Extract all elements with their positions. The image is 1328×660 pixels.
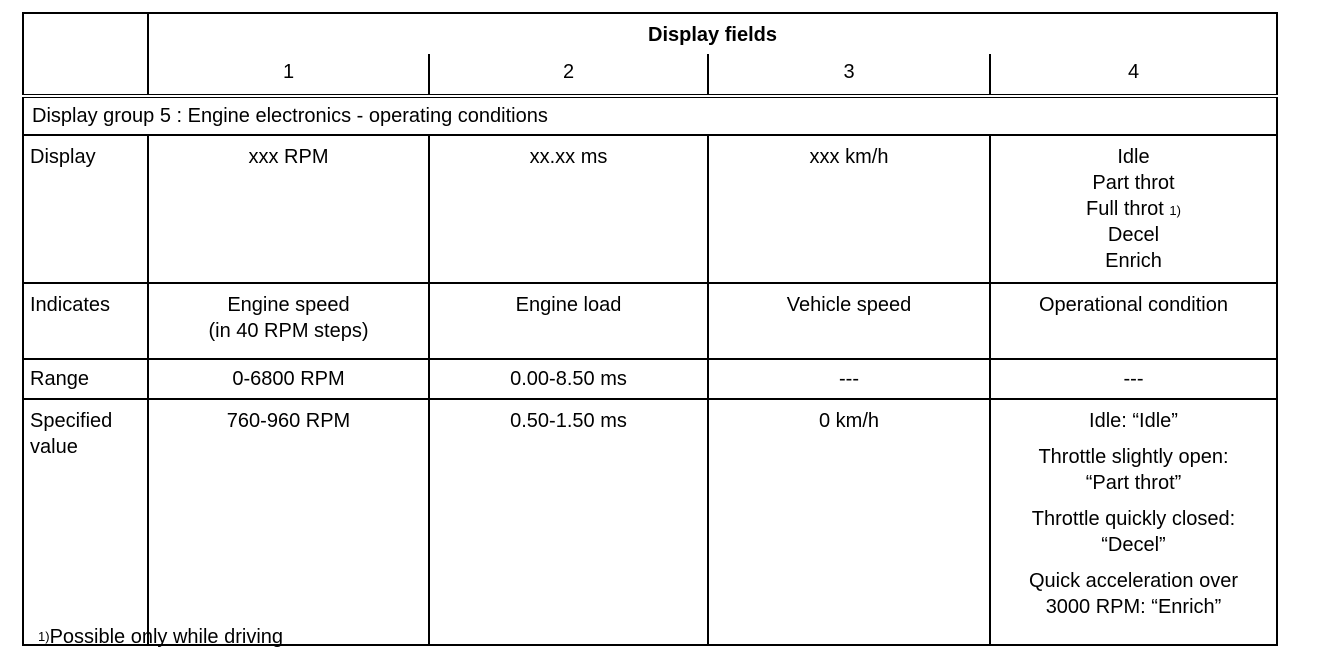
- field-number-3: 3: [708, 54, 990, 96]
- row-label-range: Range: [23, 359, 148, 399]
- range-field-3: ---: [708, 359, 990, 399]
- specified-field-3: 0 km/h: [708, 399, 990, 645]
- group-title: Display group 5 : Engine electronics - operating conditions: [23, 96, 1277, 135]
- row-indicates: [23, 283, 1277, 359]
- indicates-field-4: Operational condition: [990, 283, 1277, 359]
- row-label-indicates: Indicates: [23, 283, 148, 359]
- footnote-mark: 1): [38, 629, 50, 644]
- header-corner-cell: [23, 13, 148, 96]
- indicates-field-1: [148, 283, 429, 359]
- condition-line: Idle: “Idle”: [1089, 410, 1178, 432]
- display-option: Part throt: [1092, 172, 1175, 194]
- specified-field-4: [990, 399, 1277, 645]
- display-option: [997, 196, 1270, 222]
- display-option: Idle: [1117, 146, 1150, 168]
- condition-item: [997, 506, 1270, 558]
- condition-line: “Part throt”: [1085, 472, 1182, 494]
- label-line: value: [30, 436, 78, 458]
- footnote-reference: 1): [1169, 203, 1181, 218]
- display-field-4: [990, 135, 1277, 283]
- row-label-specified-value: [23, 399, 148, 645]
- header-title-row: [23, 13, 1277, 54]
- display-fields-heading: Display fields: [148, 13, 1277, 54]
- field-number-4: 4: [990, 54, 1277, 96]
- group-title-row: [23, 96, 1277, 135]
- condition-line: Quick acceleration over: [1029, 570, 1238, 592]
- display-field-1: xxx RPM: [148, 135, 429, 283]
- row-specified-value: [23, 399, 1277, 645]
- row-range: [23, 359, 1277, 399]
- indicates-line: (in 40 RPM steps): [208, 320, 369, 342]
- condition-item: [997, 444, 1270, 496]
- row-label-display: Display: [23, 135, 148, 283]
- display-field-3: xxx km/h: [708, 135, 990, 283]
- condition-item: [997, 408, 1270, 434]
- footnote: [38, 626, 283, 649]
- indicates-field-3: Vehicle speed: [708, 283, 990, 359]
- measured-values-sheet: [22, 12, 1276, 646]
- condition-line: Throttle slightly open:: [1038, 446, 1229, 468]
- condition-item: [997, 568, 1270, 620]
- condition-line: “Decel”: [1101, 534, 1166, 556]
- specified-field-2: 0.50-1.50 ms: [429, 399, 708, 645]
- range-field-4: ---: [990, 359, 1277, 399]
- specified-field-1: 760-960 RPM: [148, 399, 429, 645]
- field-number-1: 1: [148, 54, 429, 96]
- label-line: Specified: [30, 410, 113, 432]
- indicates-line: Engine speed: [227, 294, 350, 316]
- display-field-2: xx.xx ms: [429, 135, 708, 283]
- field-number-2: 2: [429, 54, 708, 96]
- display-group-table: [22, 12, 1278, 646]
- header-number-row: [23, 54, 1277, 96]
- range-field-2: 0.00-8.50 ms: [429, 359, 708, 399]
- condition-line: Throttle quickly closed:: [1031, 508, 1236, 530]
- row-display: [23, 135, 1277, 283]
- display-option: Enrich: [1105, 250, 1162, 272]
- display-option: Decel: [1107, 224, 1160, 246]
- footnote-text: Possible only while driving: [49, 626, 284, 648]
- indicates-field-2: Engine load: [429, 283, 708, 359]
- condition-line: 3000 RPM: “Enrich”: [1045, 596, 1222, 618]
- display-option-text: Full throt: [1086, 198, 1164, 220]
- range-field-1: 0-6800 RPM: [148, 359, 429, 399]
